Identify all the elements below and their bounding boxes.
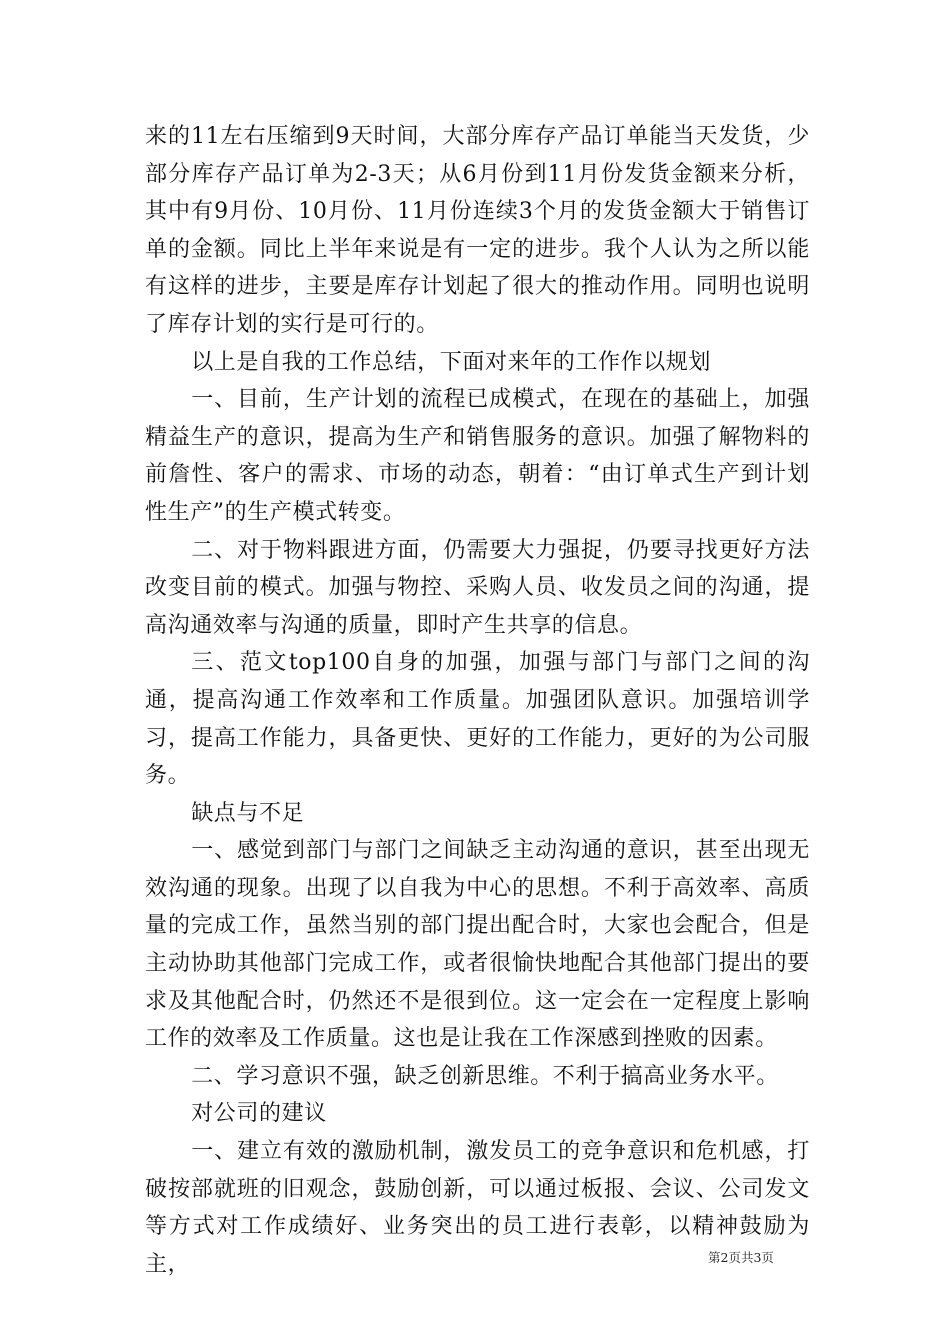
paragraph-4: 二、对于物料跟进方面，仍需要大力强捉，仍要寻找更好方法改变目前的模式。加强与物控、采购人员、收发员之间的沟通，提高沟通效率与沟通的质量，即时产生共享的信息。: [145, 537, 810, 638]
paragraph-1: 来的11左右压缩到9天时间，大部分库存产品订单能当天发货，少部分库存产品订单为2-3天；从6月份到11月份发货金额来分析，其中有9月份、10月份、11月份连续3个月的发货金额大于销售订单的金额。同比上半年来说是有一定的进步。我个人认为之所以能有这样的进步，主要是库存计划起了很大的推动作用。同明也说明了库存计划的实行是可行的。: [145, 124, 810, 337]
paragraph-7: 一、感觉到部门与部门之间缺乏主动沟通的意识，甚至出现无效沟通的现象。出现了以自我为中心的思想。不利于高效率、高质量的完成工作，虽然当别的部门提出配合时，大家也会配合，但是主动协助其他部门完成工作，或者很愉快地配合其他部门提出的要求及其他配合时，仍然还不是很到位。这一定会在一定程度上影响工作的效率及工作质量。这也是让我在工作深感到挫败的因素。: [145, 838, 810, 1052]
paragraph-2: 以上是自我的工作总结，下面对来年的工作作以规划: [191, 349, 711, 375]
paragraph-3: 一、目前，生产计划的流程已成模式，在现在的基础上，加强精益生产的意识，提高为生产和销售服务的意识。加强了解物料的前詹性、客户的需求、市场的动态，朝着：“由订单式生产到计划性生产”的生产模式转变。: [145, 387, 810, 525]
paragraph-8: 二、学习意识不强，缺乏创新思维。不利于搞高业务水平。: [191, 1063, 779, 1089]
paragraph-10: 一、建立有效的激励机制，激发员工的竞争意识和危机感，打破按部就班的旧观念，鼓励创新，可以通过板报、会议、公司发文等方式对工作成绩好、业务突出的员工进行表彰，以精神鼓励为主，: [145, 1139, 810, 1277]
document-body: [145, 118, 810, 1283]
section-heading-suggestions: 对公司的建议: [191, 1101, 327, 1127]
section-heading-shortcomings: 缺点与不足: [191, 800, 305, 826]
paragraph-5: 三、范文top100自身的加强，加强与部门与部门之间的沟通，提高沟通工作效率和工作质量。加强团队意识。加强培训学习，提高工作能力，具备更快、更好的工作能力，更好的为公司服务。: [145, 650, 810, 789]
page-number: 第2页共3页: [708, 1250, 774, 1265]
